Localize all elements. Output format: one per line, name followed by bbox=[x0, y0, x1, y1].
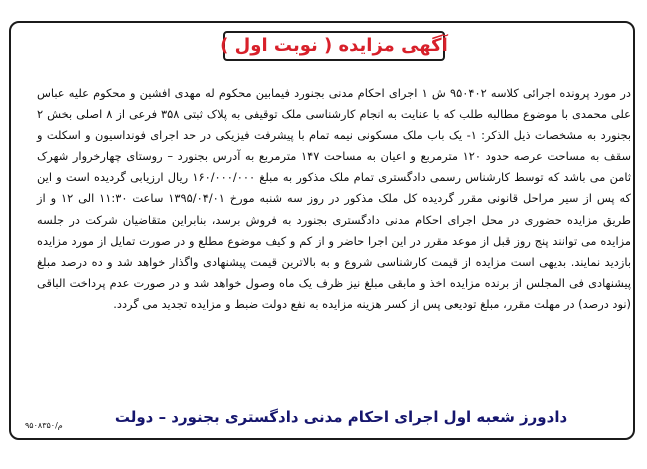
notice-signature: دادورز شعبه اول اجرای احکام مدنی دادگستری بجنورد – دولت bbox=[114, 408, 568, 426]
notice-title: آگهی مزایده ( نوبت اول ) bbox=[220, 35, 448, 56]
notice-title-box bbox=[220, 31, 448, 61]
notice-body: در مورد پرونده اجرائی کلاسه ۹۵۰۴۰۲ ش ۱ اجرای احکام مدنی بجنورد فیمابین محکوم له مهدی افشین و محکوم علیه عباس علی محمدی با موضوع مطالبه طلب که با عنایت به انجام کارشناسی ملک توقیفی به پلاک ثبتی ۳۵۸ فرعی از ۸ اصلی بخش ۲ بجنورد به مشخصات ذیل الذکر: ۱- یک باب ملک مسکونی نیمه تمام با پیشرفت فیزیکی در حد اجرای فونداسیون و اسکلت و سقف به مساحت عرصه حدود ۱۲۰ مترمربع و اعیان به مساحت ۱۴۷ مترمربع به آدرس بجنورد – روستای چهارخروار شهرک ثامن می باشد که توسط کارشناس رسمی دادگستری تمام ملک مذکور به مبلغ ۱۶۰/۰۰۰/۰۰۰ ریال ارزیابی گردیده است و این که پس از سیر مراحل قانونی مقرر گردیده کل ملک مذکور در روز سه شنبه مورخ ۱۳۹۵/۰۴/۰۱ ساعت ۱۱:۳۰ الی ۱۲ و از طریق مزایده حضوری در محل اجرای احکام مدنی دادگستری بجنورد به فروش برسد، بنابراین متقاضیان شرکت در جلسه مزایده می توانند پنج روز قبل از موعد مقرر در این اجرا حاضر و از کم و کیف موضوع مطلع و در صورت تمایل از مورد مزایده بازدید نمایند. بدیهی است مزایده از قیمت کارشناسی شروع و به بالاترین قیمت پیشنهادی واگذار خواهد شد و ده درصد مبلغ پیشنهادی فی المجلس از برنده مزایده اخذ و مابقی مبلغ نیز ظرف یک ماه وصول خواهد شد و در صورت عدم پرداخت الباقی (نود درصد) در مهلت مقرر، مبلغ تودیعی پس از کسر هزینه مزایده به نفع دولت ضبط و مزایده تجدید می گردد. bbox=[37, 86, 631, 311]
auction-notice bbox=[9, 21, 635, 440]
notice-reference-code: ۹۵۰۸۳۵۰/م bbox=[25, 421, 63, 430]
